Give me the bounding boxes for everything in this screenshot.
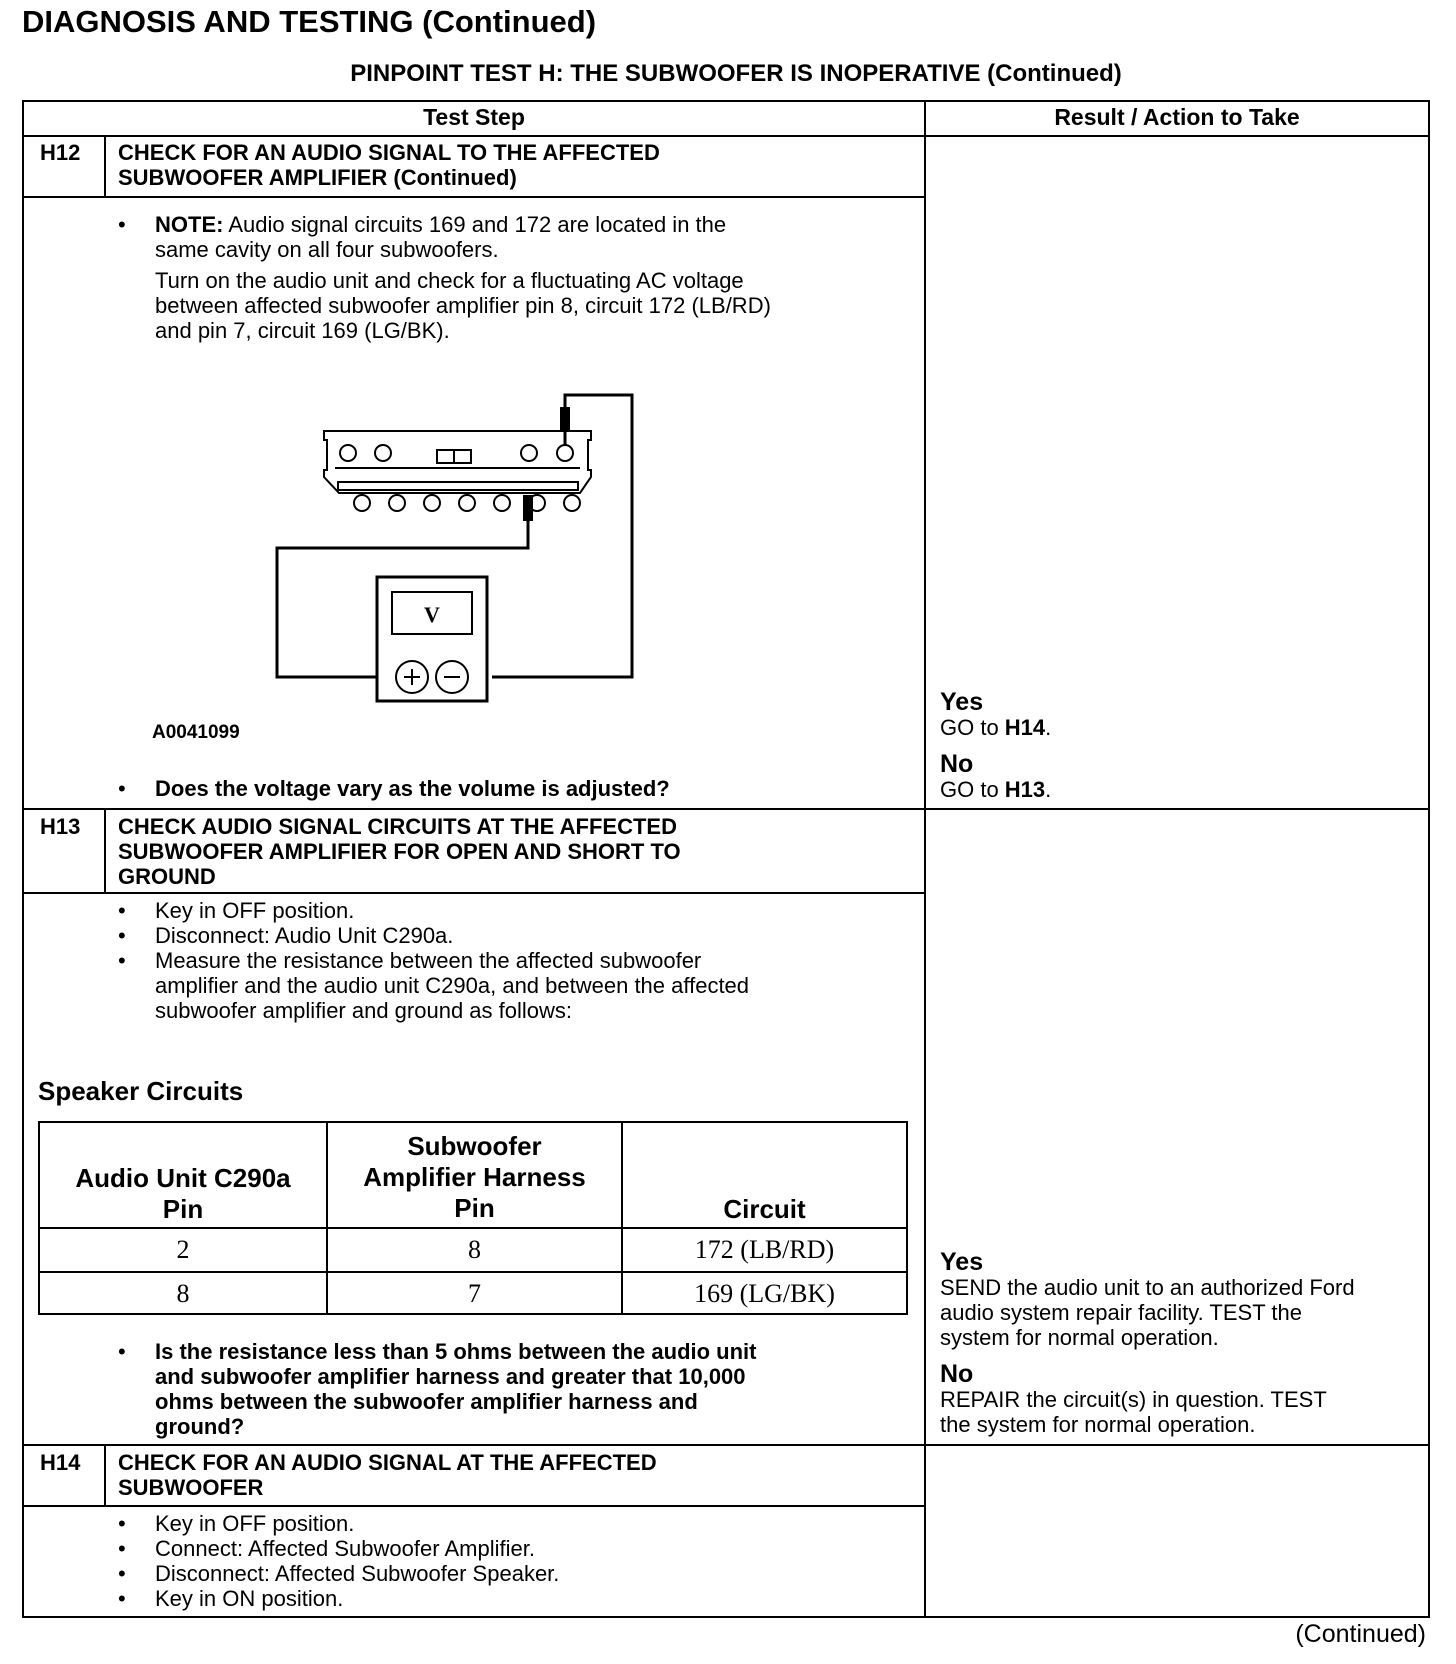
bullet: • (118, 923, 126, 948)
h12-id-divider (104, 135, 106, 197)
step-title-line: CHECK FOR AN AUDIO SIGNAL TO THE AFFECTED (118, 140, 660, 165)
h13-yes-action (940, 1275, 1355, 1350)
header-line: Subwoofer (407, 1131, 542, 1161)
step-title-line: SUBWOOFER AMPLIFIER FOR OPEN AND SHORT TO (118, 839, 681, 864)
note-label: NOTE: (155, 212, 224, 237)
h14-id-divider (104, 1444, 106, 1506)
step-title-h14 (118, 1450, 657, 1500)
table-cell: 8 (468, 1235, 481, 1264)
bullet: • (118, 1561, 126, 1586)
header-line: Amplifier Harness (363, 1162, 586, 1192)
h14-step-4: Key in ON position. (155, 1586, 344, 1611)
h12-no-label: No (940, 750, 974, 778)
h13-question (155, 1339, 757, 1439)
h13-no-action (940, 1387, 1327, 1437)
action-line: REPAIR the circuit(s) in question. TEST (940, 1387, 1327, 1412)
table-top-border (22, 100, 1430, 102)
h14-step-2: Connect: Affected Subwoofer Amplifier. (155, 1536, 535, 1561)
header-line: Circuit (723, 1194, 806, 1224)
amplifier-connector (324, 431, 591, 511)
h12-no-action (940, 777, 1051, 802)
th-amplifier-harness-pin (328, 1131, 621, 1224)
table-cell: 2 (176, 1235, 190, 1264)
h13-step-2: Disconnect: Audio Unit C290a. (155, 923, 454, 948)
step-line: amplifier and the audio unit C290a, and between the affected (155, 973, 750, 998)
h13-step-1: Key in OFF position. (155, 898, 355, 923)
speaker-circuits-table (38, 1121, 908, 1315)
header-bottom-border (22, 135, 1430, 137)
question-line: Is the resistance less than 5 ohms between the audio unit (155, 1339, 757, 1364)
action-line: system for normal operation. (940, 1325, 1219, 1350)
table-right-border (1428, 100, 1430, 1618)
h13-step-3 (155, 948, 749, 1023)
h13-title-underline (22, 892, 926, 894)
bullet: • (118, 1339, 126, 1364)
h12-title-underline (22, 196, 926, 198)
col-header-result: Result / Action to Take (1054, 104, 1300, 130)
instruction-line: Turn on the audio unit and check for a fluctuating AC voltage (155, 268, 744, 293)
th-circuit (623, 1194, 906, 1225)
instruction-line: and pin 7, circuit 169 (LG/BK). (155, 318, 450, 343)
table-cell: 169 (LG/BK) (694, 1279, 835, 1308)
h12-yes-label: Yes (940, 688, 984, 716)
bullet: • (118, 776, 126, 801)
h12-question: Does the voltage vary as the volume is adjusted? (155, 776, 670, 801)
step-title-line: CHECK AUDIO SIGNAL CIRCUITS AT THE AFFECTED (118, 814, 677, 839)
go-to-link-h13[interactable]: H13 (1004, 777, 1046, 802)
speaker-circuits-title: Speaker Circuits (38, 1076, 244, 1106)
h13-id-divider (104, 808, 106, 894)
action-text: GO to (940, 777, 1005, 802)
bullet: • (118, 898, 126, 923)
header-line: Pin (162, 1194, 204, 1224)
figure-code: A0041099 (152, 722, 240, 743)
action-line: audio system repair facility. TEST the (940, 1300, 1302, 1325)
step-title-line: GROUND (118, 864, 216, 889)
table-row-divider (40, 1271, 906, 1273)
step-title-line: CHECK FOR AN AUDIO SIGNAL AT THE AFFECTED (118, 1450, 657, 1475)
col-header-test-step: Test Step (423, 104, 525, 130)
h14-step-3: Disconnect: Affected Subwoofer Speaker. (155, 1561, 560, 1586)
h13-no-label: No (940, 1360, 974, 1388)
table-header-divider (40, 1227, 906, 1229)
h12-note (155, 212, 771, 343)
step-title-line: SUBWOOFER AMPLIFIER (Continued) (118, 165, 517, 190)
header-line: Pin (454, 1193, 495, 1223)
probe-tips (523, 407, 570, 521)
voltmeter-connector-diagram (260, 385, 640, 715)
voltmeter-display-symbol: V (424, 602, 440, 627)
step-title-line: SUBWOOFER (118, 1475, 264, 1500)
page-title: DIAGNOSIS AND TESTING (Continued) (22, 4, 597, 39)
action-text: . (1045, 777, 1052, 802)
question-line: and subwoofer amplifier harness and greater that 10,000 (155, 1364, 746, 1389)
go-to-link-h14[interactable]: H14 (1004, 715, 1046, 740)
question-line: ohms between the subwoofer amplifier harness and (155, 1389, 698, 1414)
h14-title-underline (22, 1505, 926, 1507)
pinpoint-test-subtitle: PINPOINT TEST H: THE SUBWOOFER IS INOPERATIVE (Continued) (350, 60, 1122, 87)
h12-yes-action (940, 715, 1051, 740)
step-title-h12 (118, 140, 660, 190)
h13-bottom-border (22, 1444, 1430, 1446)
note-text: Audio signal circuits 169 and 172 are located in the (223, 212, 727, 237)
table-left-border (22, 100, 24, 1618)
bullet: • (118, 1536, 126, 1561)
column-divider (924, 100, 926, 1618)
continued-footer: (Continued) (1295, 1620, 1426, 1648)
question-line: ground? (155, 1414, 245, 1439)
table-bottom-border (22, 1616, 1430, 1618)
note-line (155, 212, 771, 237)
step-id-h13: H13 (40, 814, 81, 839)
voltmeter (377, 577, 487, 701)
step-title-h13 (118, 814, 681, 889)
table-cell: 7 (468, 1279, 481, 1308)
step-line: Measure the resistance between the affected subwoofer (155, 948, 702, 973)
bullet: • (118, 1586, 126, 1611)
action-line: the system for normal operation. (940, 1412, 1256, 1437)
instruction-line: between affected subwoofer amplifier pin 8, circuit 172 (LB/RD) (155, 293, 771, 318)
bullet: • (118, 948, 126, 973)
action-line: SEND the audio unit to an authorized Ford (940, 1275, 1355, 1300)
step-id-h12: H12 (40, 140, 81, 165)
step-id-h14: H14 (40, 1450, 81, 1475)
bullet: • (118, 1511, 126, 1536)
action-text: GO to (940, 715, 1005, 740)
note-line: same cavity on all four subwoofers. (155, 237, 499, 262)
h12-bottom-border (22, 808, 1430, 810)
table-cell: 8 (176, 1279, 190, 1308)
th-audio-unit-pin (40, 1163, 326, 1225)
step-line: subwoofer amplifier and ground as follows: (155, 998, 573, 1023)
header-line: Audio Unit C290a (75, 1163, 291, 1193)
h14-step-1: Key in OFF position. (155, 1511, 355, 1536)
table-cell: 172 (LB/RD) (694, 1235, 835, 1264)
action-text: . (1045, 715, 1052, 740)
h13-yes-label: Yes (940, 1248, 984, 1276)
bullet: • (118, 212, 126, 237)
